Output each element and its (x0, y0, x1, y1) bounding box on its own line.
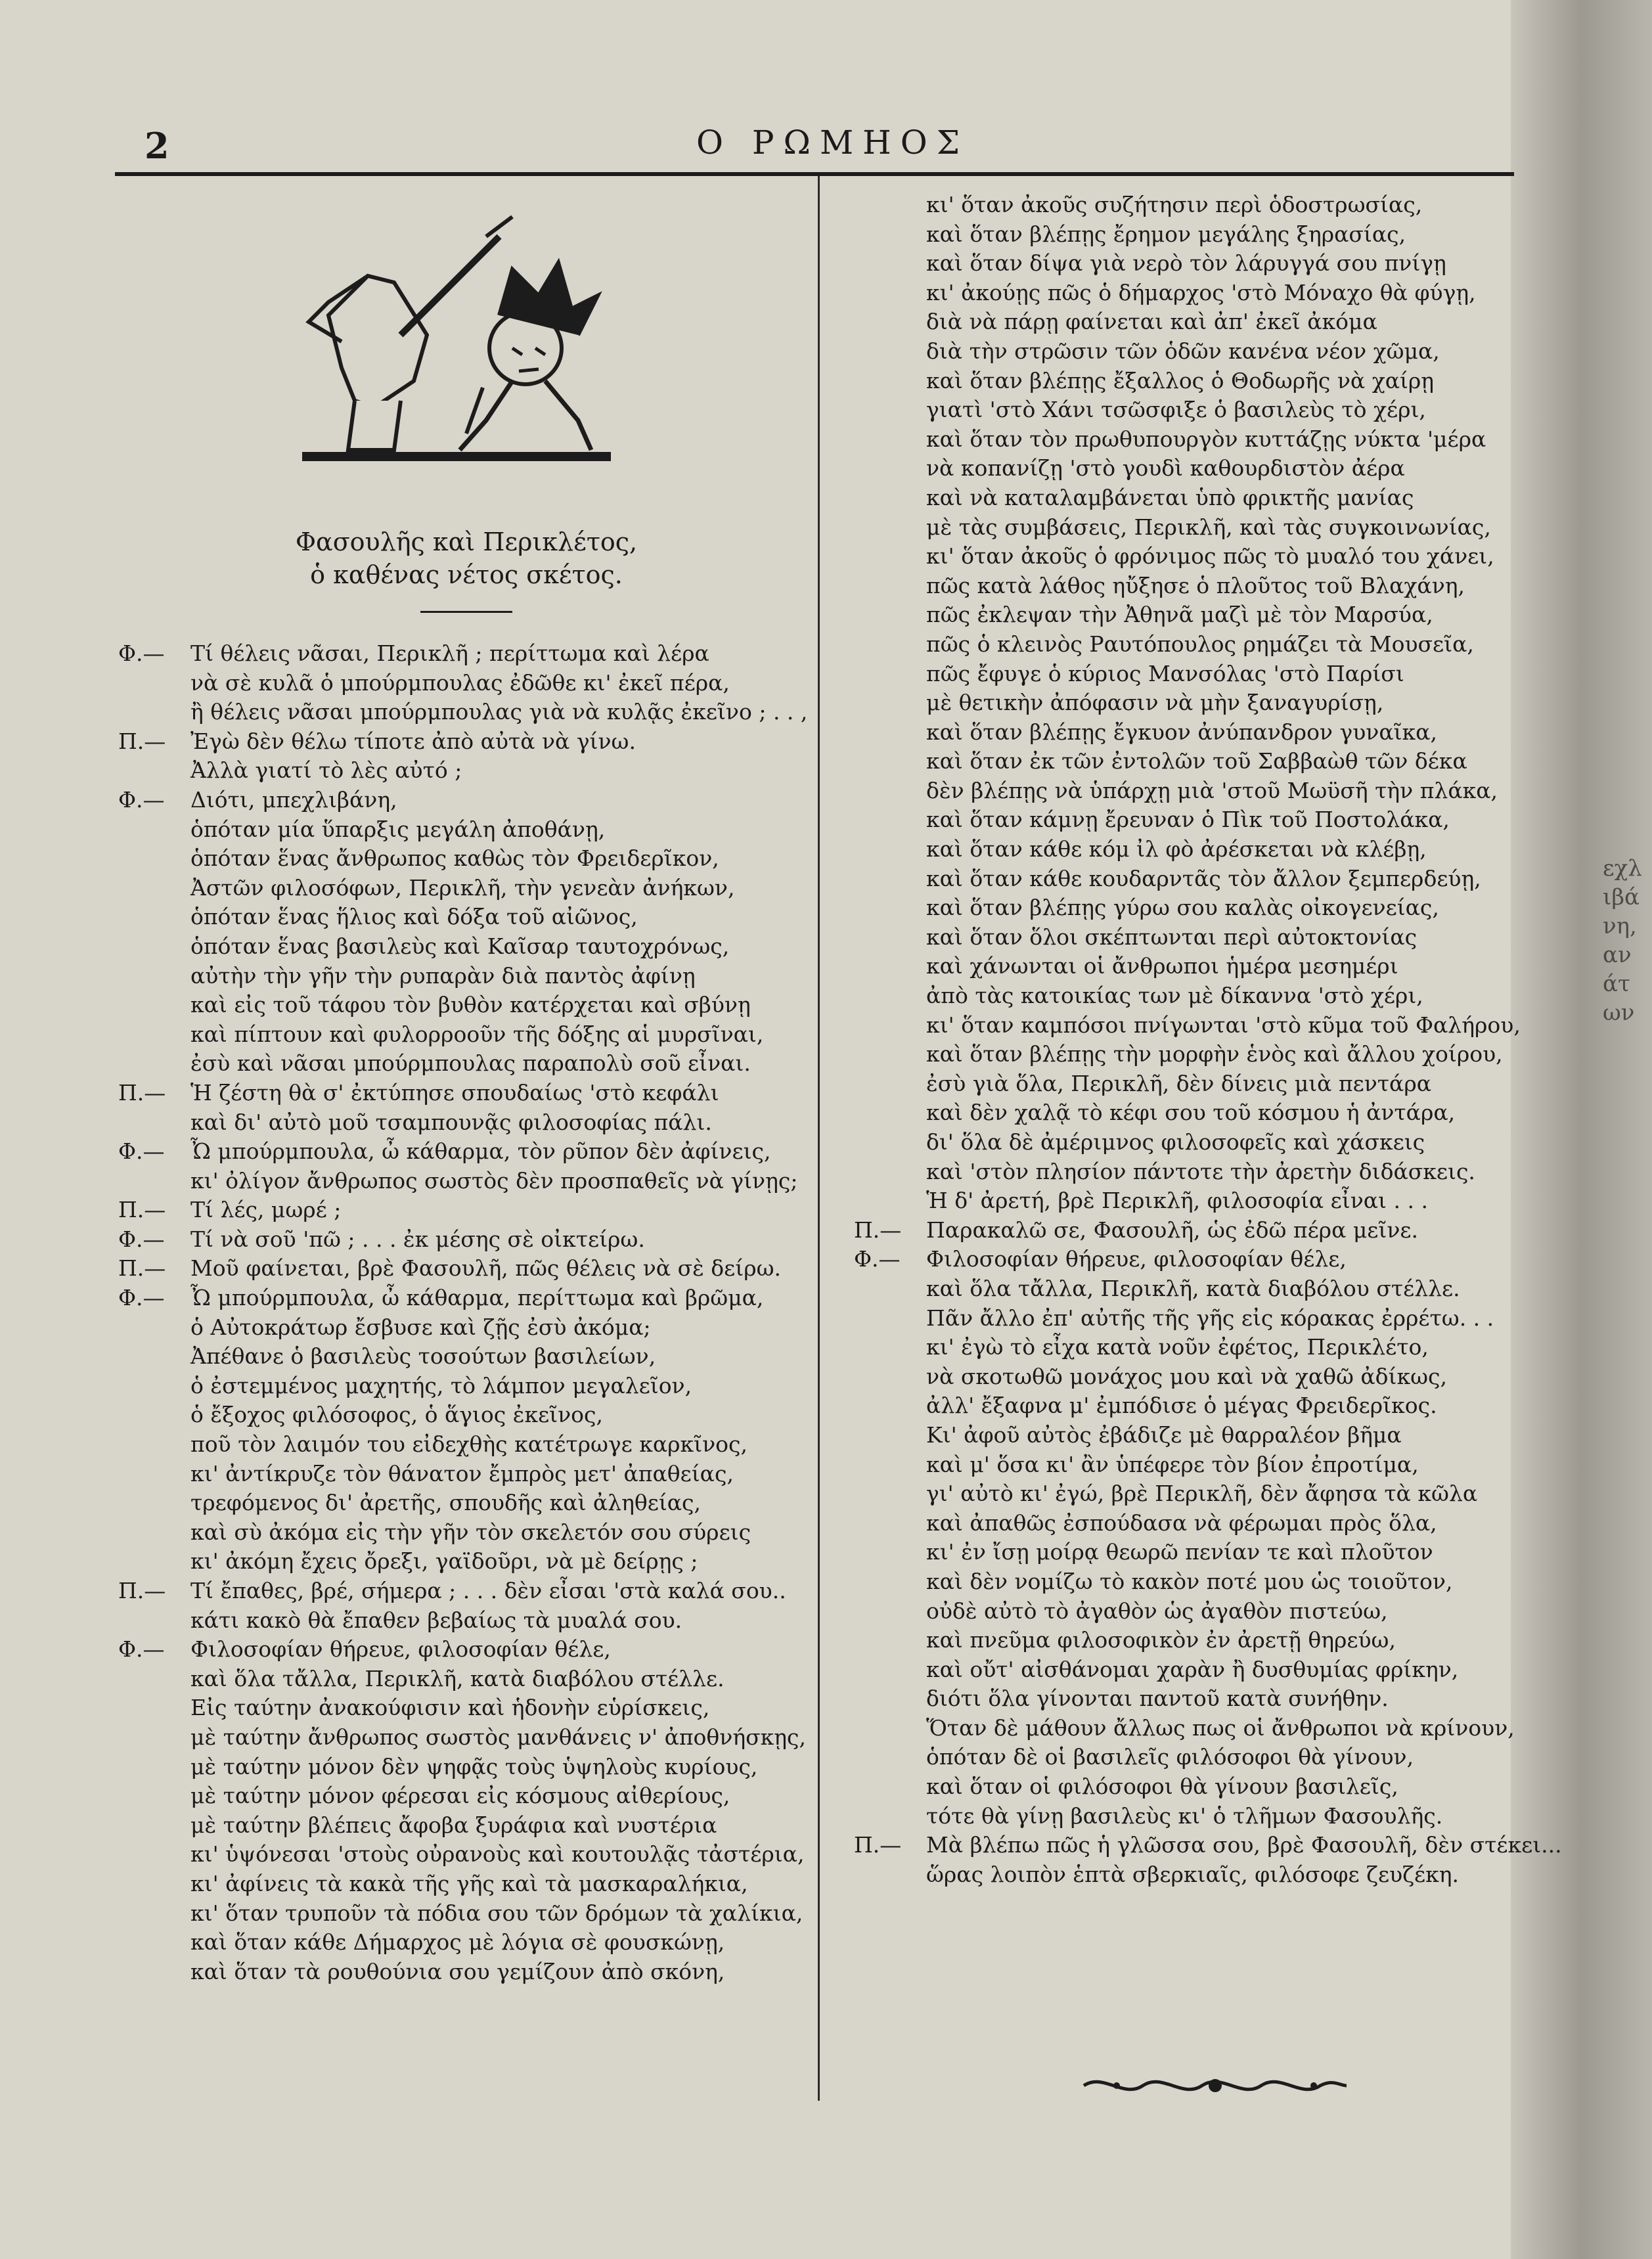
verse-text: Μὰ βλέπω πῶς ἡ γλῶσσα σου, βρὲ Φασουλῆ, δὲν στέκει... (926, 1832, 1562, 1858)
left-verse-line (118, 727, 815, 757)
verse-text: νὰ σὲ κυλᾶ ὁ μπούρμπουλας ἐδῶθε κι' ἐκεῖ πέρα, (190, 669, 730, 696)
speaker-label: Π.— (854, 1217, 902, 1243)
right-verse-line (854, 1421, 1511, 1450)
verse-text: καὶ ὅλα τἄλλα, Περικλῆ, κατὰ διαβόλου στέλλε. (926, 1275, 1460, 1301)
right-verse-line (854, 952, 1511, 981)
verse-text: γι' αὐτὸ κι' ἐγώ, βρὲ Περικλῆ, δὲν ἄφησα τὰ κῶλα (926, 1481, 1478, 1507)
right-verse-line (854, 1772, 1511, 1802)
verse-text: γιατὶ 'στὸ Χάνι τσῶσφιξε ὁ βασιλεὺς τὸ χέρι, (926, 397, 1426, 423)
left-verse-line (118, 1225, 815, 1255)
verse-text: καὶ ὅταν οἱ φιλόσοφοι θὰ γίνουν βασιλεῖς, (926, 1774, 1398, 1800)
left-verse-line (118, 1957, 815, 1987)
verse-text: ὁπόταν ἕνας ἥλιος καὶ δόξα τοῦ αἰῶνος, (190, 904, 638, 930)
verse-text: καὶ μ' ὅσα κι' ἂν ὑπέφερε τὸν βίον ἐπροτίμα, (926, 1451, 1419, 1477)
verse-text: Ἐγὼ δὲν θέλω τίποτε ἀπὸ αὐτὰ νὰ γίνω. (190, 728, 636, 754)
right-verse-line (854, 1538, 1511, 1567)
left-verse-line (118, 1518, 815, 1548)
verse-text: καὶ δὲν χαλᾷ τὸ κέφι σου τοῦ κόσμου ἡ ἀντάρα, (926, 1100, 1456, 1126)
right-verse-line (854, 747, 1511, 776)
verse-text: καὶ ὅταν βλέπῃς γύρω σου καλὰς οἰκογενείας, (926, 895, 1439, 921)
verse-text: κι' ὅταν καμπόσοι πνίγωνται 'στὸ κῦμα τοῦ Φαλήρου, (926, 1012, 1521, 1038)
speaker-label: Π.— (118, 1197, 166, 1223)
left-verse-line (118, 903, 815, 932)
cartoon-caption-line2: ὁ καθένας νέτος σκέτος. (310, 560, 623, 589)
left-verse-line (118, 1840, 815, 1869)
left-verse-line (118, 1254, 815, 1284)
verse-text: μὲ ταύτην μόνον δὲν ψηφᾷς τοὺς ὑψηλοὺς κυρίους, (190, 1753, 758, 1779)
verse-text: διότι ὅλα γίνονται παντοῦ κατὰ συνήθην. (926, 1686, 1389, 1712)
verse-text: καὶ ὅταν κάμνῃ ἔρευναν ὁ Πὶκ τοῦ Ποστολάκα, (926, 807, 1450, 833)
verse-text: ὁπόταν ἕνας ἄνθρωπος καθὼς τὸν Φρειδερῖκον, (190, 845, 719, 872)
left-verse-line (118, 1284, 815, 1313)
right-verse-line (854, 513, 1511, 543)
verse-text: ὁ Αὐτοκράτωρ ἔσβυσε καὶ ζῇς ἐσὺ ἀκόμα; (190, 1314, 651, 1340)
right-verse-line (854, 1626, 1511, 1655)
speaker-label: Φ.— (854, 1246, 901, 1272)
left-verse-line (118, 1400, 815, 1430)
left-verse-line (118, 1488, 815, 1518)
left-verse-line (118, 1137, 815, 1167)
verse-text: μὲ ταύτην ἄνθρωπος σωστὸς μανθάνεις ν' ἀποθνήσκῃς, (190, 1724, 807, 1750)
right-verse-line (854, 1274, 1511, 1304)
verse-text: καὶ εἰς τοῦ τάφου τὸν βυθὸν κατέρχεται καὶ σβύνῃ (190, 992, 751, 1018)
right-verse-line (854, 1684, 1511, 1714)
cartoon-caption-line1: Φασουλῆς καὶ Περικλέτος, (295, 527, 638, 556)
verse-text: Ἡ δ' ἀρετή, βρὲ Περικλῆ, φιλοσοφία εἶναι . . . (926, 1188, 1428, 1214)
verse-text: ἐσὺ καὶ νᾶσαι μπούρμπουλας παραπολὺ σοῦ εἶναι. (190, 1050, 751, 1077)
right-verse-line (854, 1333, 1511, 1362)
right-verse-line (854, 1186, 1511, 1216)
verse-text: κι' ὅταν ἀκοῦς ὁ φρόνιμος πῶς τὸ μυαλό του χάνει, (926, 543, 1494, 570)
verse-text: καὶ πίπτουν καὶ φυλορροοῦν τῆς δόξης αἱ μυρσῖναι, (190, 1021, 764, 1047)
right-verse-line (854, 1391, 1511, 1421)
left-verse-line (118, 1313, 815, 1343)
verse-text: Ἀστῶν φιλοσόφων, Περικλῆ, τὴν γενεὰν ἀνήκων, (190, 874, 735, 901)
left-dialogue (118, 639, 815, 1986)
verse-text: καὶ χάνωνται οἱ ἄνθρωποι ἡμέρα μεσημέρι (926, 953, 1398, 979)
left-verse-line (118, 1547, 815, 1577)
right-verse-line (854, 805, 1511, 835)
left-verse-line (118, 1899, 815, 1929)
right-verse-line (854, 835, 1511, 864)
verse-text: πῶς ὁ κλεινὸς Ραυτόπουλος ρημάζει τὰ Μουσεῖα, (926, 631, 1474, 657)
verse-text: καὶ ὅταν δίψα γιὰ νερὸ τὸν λάρυγγά σου πνίγῃ (926, 250, 1446, 277)
verse-text: μὲ τὰς συμβάσεις, Περικλῆ, καὶ τὰς συγκοινωνίας, (926, 514, 1491, 540)
verse-text: Ὦ μπούρμπουλα, ὦ κάθαρμα, τὸν ρῦπον δὲν ἀφίνεις, (190, 1138, 771, 1165)
verse-text: Ὅταν δὲ μάθουν ἄλλως πως οἱ ἄνθρωποι νὰ κρίνουν, (926, 1714, 1515, 1741)
speaker-label: Φ.— (118, 640, 165, 666)
left-verse-line (118, 756, 815, 786)
right-verse-line (854, 190, 1511, 220)
right-verse-line (854, 893, 1511, 923)
left-verse-line (118, 1928, 815, 1957)
right-verse-line (854, 395, 1511, 425)
right-verse-line (854, 571, 1511, 601)
verse-text: καὶ ὅταν κάθε Δήμαρχος μὲ λόγια σὲ φουσκώνῃ, (190, 1929, 725, 1956)
verse-text: κι' ὅταν ἀκοῦς συζήτησιν περὶ ὁδοστρωσίας, (926, 192, 1423, 217)
verse-text: Διότι, μπεχλιβάνη, (190, 786, 397, 813)
verse-text: κι' ἀκούῃς πῶς ὁ δήμαρχος 'στὸ Μόναχο θὰ φύγῃ, (926, 279, 1476, 305)
verse-text: καὶ δι' αὐτὸ μοῦ τσαμπουνᾷς φιλοσοφίας πάλι. (190, 1109, 712, 1135)
verse-text: ὁπόταν δὲ οἱ βασιλεῖς φιλόσοφοι θὰ γίνουν, (926, 1744, 1414, 1770)
speaker-label: Π.— (118, 1578, 166, 1603)
right-verse-line (854, 1216, 1511, 1245)
left-verse-line (118, 991, 815, 1020)
right-verse-line (854, 718, 1511, 748)
left-verse-line (118, 1781, 815, 1811)
right-verse-line (854, 425, 1511, 455)
verse-text: Εἰς ταύτην ἀνακούφισιν καὶ ἡδονὴν εὑρίσκεις, (190, 1695, 710, 1721)
header-rule (115, 172, 1514, 176)
right-verse-line (854, 1245, 1511, 1274)
left-verse-line (118, 1342, 815, 1372)
right-verse-line (854, 337, 1511, 367)
left-verse-line (118, 1723, 815, 1753)
verse-text: καὶ ὅλα τἄλλα, Περικλῆ, κατὰ διαβόλου στέλλε. (190, 1665, 725, 1691)
verse-text: ὁπόταν ἕνας βασιλεὺς καὶ Καῖσαρ ταυτοχρόνως, (190, 933, 730, 959)
end-ornament (1077, 2069, 1353, 2102)
left-verse-line (118, 1049, 815, 1079)
left-verse-line (118, 962, 815, 991)
verse-text: κι' ἀντίκρυζε τὸν θάνατον ἔμπρὸς μετ' ἀπαθείας, (190, 1460, 734, 1487)
right-verse-line (854, 1655, 1511, 1685)
verse-text: κι' ἐγὼ τὸ εἶχα κατὰ νοῦν ἐφέτος, Περικλέτο, (926, 1334, 1429, 1360)
gutter-text: εχλιβάνη, ανάτων (1603, 855, 1642, 1026)
verse-text: Τί λές, μωρέ ; (190, 1197, 342, 1223)
verse-text: ποῦ τὸν λαιμόν του εἰδεχθὴς κατέτρωγε καρκῖνος, (190, 1431, 748, 1458)
right-verse-line (854, 542, 1511, 571)
right-verse-line (854, 1714, 1515, 1743)
verse-text: καὶ πνεῦμα φιλοσοφικὸν ἐν ἀρετῇ θηρεύω, (926, 1627, 1396, 1653)
verse-text: κι' ὅταν τρυποῦν τὰ πόδια σου τῶν δρόμων τὰ χαλίκια, (190, 1900, 803, 1926)
left-verse-line (118, 815, 815, 845)
right-verse-line (854, 1479, 1511, 1509)
left-verse-line (118, 1108, 815, 1138)
right-verse-line (854, 1597, 1511, 1626)
verse-text: καὶ ὅταν τὸν πρωθυπουργὸν κυττάζῃς νύκτα 'μέρα (926, 426, 1486, 452)
verse-text: ὥρας λοιπὸν ἑπτὰ σβερκιαῖς, φιλόσοφε ζευζέκη. (926, 1861, 1459, 1887)
left-verse-line (118, 1167, 815, 1196)
left-verse-line (118, 1635, 815, 1665)
left-verse-line (118, 1020, 815, 1050)
left-verse-line (118, 1196, 815, 1225)
right-verse-line (854, 864, 1511, 894)
right-verse-line (854, 307, 1511, 337)
verse-text: ἢ θέλεις νᾶσαι μπούρμπουλας γιὰ νὰ κυλᾷς ἐκεῖνο ; . . , (190, 699, 808, 725)
right-verse-line (854, 367, 1511, 396)
right-verse-line (854, 1860, 1511, 1890)
verse-text: καὶ σὺ ἀκόμα εἰς τὴν γῆν τὸν σκελετόν σου σύρεις (190, 1519, 751, 1545)
verse-text: κι' ἐν ἴσῃ μοίρᾳ θεωρῶ πενίαν τε καὶ πλοῦτον (926, 1539, 1433, 1565)
left-verse-line (118, 786, 815, 815)
right-verse-line (854, 600, 1511, 630)
verse-text: μὲ θετικὴν ἀπόφασιν νὰ μὴν ξαναγυρίσῃ, (926, 690, 1384, 716)
verse-text: καὶ ἀπαθῶς ἐσπούδασα νὰ φέρωμαι πρὸς ὅλα, (926, 1510, 1437, 1536)
verse-text: καὶ ὅταν βλέπῃς ἔξαλλος ὁ Θοδωρῆς νὰ χαίρῃ (926, 367, 1435, 393)
right-verse-line (854, 483, 1511, 513)
verse-text: δὲν βλέπῃς νὰ ὑπάρχῃ μιὰ 'στοῦ Μωϋσῆ τὴν πλάκα, (926, 777, 1498, 803)
left-verse-line (118, 1079, 815, 1108)
verse-text: Τί ἔπαθες, βρέ, σήμερα ; . . . δὲν εἶσαι 'στὰ καλά σου.. (190, 1578, 786, 1603)
left-verse-line (118, 844, 815, 874)
left-verse-line (118, 1430, 815, 1460)
verse-text: Κι' ἀφοῦ αὐτὸς ἐβάδιζε μὲ θαρραλέον βῆμα (926, 1421, 1402, 1448)
right-verse-line (854, 1040, 1511, 1069)
right-dialogue (854, 190, 1562, 1889)
right-verse-line (854, 776, 1511, 806)
left-verse-line (118, 1811, 815, 1841)
verse-text: πῶς ἐκλεψαν τὴν Ἀθηνᾶ μαζὶ μὲ τὸν Μαρσύα, (926, 602, 1433, 628)
right-verse-line (854, 1304, 1511, 1333)
right-verse-line (854, 1011, 1521, 1040)
verse-text: ἀλλ' ἔξαφνα μ' ἐμπόδισε ὁ μέγας Φρειδερῖκος. (926, 1393, 1437, 1419)
speaker-label: Φ.— (118, 1636, 165, 1663)
verse-text: κι' ἀφίνεις τὰ κακὰ τῆς γῆς καὶ τὰ μασκαραλήκια, (190, 1870, 748, 1896)
verse-text: διὰ νὰ πάρῃ φαίνεται καὶ ἀπ' ἐκεῖ ἀκόμα (926, 309, 1377, 335)
right-verse-line (854, 1098, 1511, 1128)
verse-text: καὶ 'στὸν πλησίον πάντοτε τὴν ἀρετὴν διδάσκεις. (926, 1158, 1475, 1184)
verse-text: νὰ σκοτωθῶ μονάχος μου καὶ νὰ χαθῶ ἀδίκως, (926, 1363, 1447, 1389)
right-verse-line (854, 1157, 1511, 1187)
right-verse-line (854, 1362, 1511, 1392)
column-divider (818, 176, 820, 2101)
verse-text: Φιλοσοφίαν θήρευε, φιλοσοφίαν θέλε, (190, 1636, 611, 1663)
verse-text: καὶ ὅταν βλέπῃς ἔγκυον ἀνύπανδρον γυναῖκα, (926, 719, 1437, 745)
verse-text: κάτι κακὸ θὰ ἔπαθεν βεβαίως τὰ μυαλά σου. (190, 1607, 682, 1633)
verse-text: ὁπόταν μία ὕπαρξις μεγάλη ἀποθάνῃ, (190, 816, 606, 842)
verse-text: ὁ ἐστεμμένος μαχητής, τὸ λάμπον μεγαλεῖον, (190, 1372, 692, 1398)
verse-text: Ἀλλὰ γιατί τὸ λὲς αὐτό ; (190, 757, 462, 784)
right-verse-line (854, 1128, 1511, 1157)
left-column (118, 184, 815, 1986)
verse-text: διὰ τὴν στρῶσιν τῶν ὁδῶν κανένα νέον χῶμα, (926, 338, 1440, 364)
speaker-label: Π.— (118, 1255, 166, 1282)
cartoon-illustration (118, 184, 815, 526)
verse-text: Τί νὰ σοῦ 'πῶ ; . . . ἐκ μέσης σὲ οἰκτείρω. (190, 1226, 645, 1252)
speaker-label: Φ.— (118, 1138, 165, 1165)
verse-text: καὶ ὅταν ἐκ τῶν ἐντολῶν τοῦ Σαββαὼθ τῶν δέκα (926, 748, 1467, 774)
verse-text: αὐτὴν τὴν γῆν τὴν ρυπαρὰν διὰ παντὸς ἀφίνῃ (190, 962, 696, 989)
left-verse-line (118, 1606, 815, 1636)
verse-text: τρεφόμενος δι' ἀρετῆς, σπουδῆς καὶ ἀληθείας, (190, 1490, 702, 1516)
verse-text: καὶ ὅταν βλέπῃς τὴν μορφὴν ἑνὸς καὶ ἄλλου χοίρου, (926, 1041, 1503, 1067)
left-verse-line (118, 932, 815, 962)
right-verse-line (854, 249, 1511, 279)
speaker-label: Φ.— (118, 786, 165, 813)
verse-text: καὶ οὔτ' αἰσθάνομαι χαρὰν ἢ δυσθυμίας φρίκην, (926, 1656, 1459, 1682)
verse-text: μὲ ταύτην βλέπεις ἄφοβα ξυράφια καὶ νυστέρια (190, 1812, 717, 1838)
verse-text: πῶς κατὰ λάθος ηὔξησε ὁ πλοῦτος τοῦ Βλαχάνη, (926, 572, 1465, 598)
verse-text: Μοῦ φαίνεται, βρὲ Φασουλῆ, πῶς θέλεις νὰ σὲ δείρω. (190, 1255, 782, 1282)
left-verse-line (118, 1460, 815, 1489)
verse-text: Παρακαλῶ σε, Φασουλῆ, ὡς ἐδῶ πέρα μεῖνε. (926, 1217, 1418, 1243)
left-verse-line (118, 639, 815, 669)
right-verse-line (854, 279, 1511, 308)
verse-text: Ὦ μπούρμπουλα, ὦ κάθαρμα, περίττωμα καὶ βρῶμα, (190, 1285, 764, 1311)
right-verse-line (854, 630, 1511, 660)
speaker-label: Π.— (118, 728, 166, 754)
caption-rule (420, 611, 512, 613)
right-verse-line (854, 660, 1511, 689)
right-verse-line (854, 1831, 1562, 1860)
verse-text: μὲ ταύτην μόνον φέρεσαι εἰς κόσμους αἰθερίους, (190, 1783, 730, 1809)
left-verse-line (118, 1665, 815, 1694)
right-verse-line (854, 981, 1511, 1011)
verse-text: καὶ ὅταν κάθε κόμ ἰλ φὸ ἀρέσκεται νὰ κλέβῃ, (926, 836, 1427, 862)
verse-text: Ἡ ζέστη θὰ σ' ἐκτύπησε σπουδαίως 'στὸ κεφάλι (190, 1079, 719, 1106)
verse-text: καὶ νὰ καταλαμβάνεται ὑπὸ φρικτῆς μανίας (926, 484, 1414, 510)
speaker-label: Φ.— (118, 1285, 165, 1311)
left-verse-line (118, 1753, 815, 1782)
right-verse-line (854, 1802, 1511, 1831)
verse-text: ἀπὸ τὰς κατοικίας των μὲ δίκαννα 'στὸ χέρι, (926, 983, 1423, 1009)
speaker-label: Π.— (854, 1832, 902, 1858)
verse-text: καὶ ὅταν βλέπῃς ἔρημον μεγάλης ξηρασίας, (926, 221, 1406, 247)
speaker-label: Φ.— (118, 1226, 165, 1252)
speaker-label: Π.— (118, 1079, 166, 1106)
right-verse-line (854, 454, 1511, 483)
cartoon-figures-drawing (118, 184, 815, 526)
left-verse-line (118, 874, 815, 903)
verse-text: καὶ δὲν νομίζω τὸ κακὸν ποτέ μου ὡς τοιοῦτον, (926, 1568, 1453, 1594)
left-verse-line (118, 1869, 815, 1899)
verse-text: Τί θέλεις νᾶσαι, Περικλῆ ; περίττωμα καὶ λέρα (190, 640, 709, 666)
page-number: 2 (145, 125, 169, 167)
verse-text: κι' ὑψόνεσαι 'στοὺς οὐρανοὺς καὶ κουτουλᾷς τἀστέρια, (190, 1841, 805, 1868)
right-verse-line (854, 1567, 1511, 1597)
verse-text: οὐδὲ αὐτὸ τὸ ἀγαθὸν ὡς ἀγαθὸν πιστεύω, (926, 1598, 1388, 1624)
verse-text: κι' ἀκόμη ἔχεις ὄρεξι, γαϊδοῦρι, νὰ μὲ δείρῃς ; (190, 1548, 698, 1575)
verse-text: δι' ὅλα δὲ ἀμέριμνος φιλοσοφεῖς καὶ χάσκεις (926, 1129, 1425, 1155)
right-verse-line (854, 923, 1511, 952)
verse-text: καὶ ὅταν τὰ ρουθούνια σου γεμίζουν ἀπὸ σκόνη, (190, 1958, 725, 1984)
left-verse-line (118, 669, 815, 698)
left-verse-line (118, 698, 815, 727)
verse-text: καὶ ὅταν κάθε κουδαρντᾶς τὸν ἄλλον ξεμπερδεύῃ, (926, 865, 1481, 891)
right-verse-line (854, 1069, 1511, 1099)
right-column (854, 190, 1562, 1889)
verse-text: Πᾶν ἄλλο ἐπ' αὐτῆς τῆς γῆς εἰς κόρακας ἐρρέτω. . . (926, 1305, 1494, 1331)
verse-text: νὰ κοπανίζῃ 'στὸ γουδὶ καθουρδιστὸν ἀέρα (926, 455, 1405, 481)
right-verse-line (854, 1450, 1511, 1480)
verse-text: πῶς ἔφυγε ὁ κύριος Μανσόλας 'στὸ Παρίσι (926, 660, 1404, 686)
verse-text: καὶ ὅταν ὅλοι σκέπτωνται περὶ αὐτοκτονίας (926, 924, 1418, 950)
verse-text: κι' ὀλίγον ἄνθρωπος σωστὸς δὲν προσπαθεῖς νὰ γίνῃς; (190, 1167, 798, 1194)
verse-text: Ἀπέθανε ὁ βασιλεὺς τοσούτων βασιλείων, (190, 1343, 656, 1370)
page-title: Ο ΡΩΜΗΟΣ (696, 123, 970, 162)
left-verse-line (118, 1577, 815, 1606)
right-verse-line (854, 1509, 1511, 1538)
verse-text: τότε θὰ γίνῃ βασιλεὺς κι' ὁ τλῆμων Φασουλῆς. (926, 1802, 1443, 1829)
left-verse-line (118, 1372, 815, 1401)
verse-text: Φιλοσοφίαν θήρευε, φιλοσοφίαν θέλε, (926, 1246, 1347, 1272)
left-verse-line (118, 1693, 815, 1723)
verse-text: ὁ ἔξοχος φιλόσοφος, ὁ ἅγιος ἐκεῖνος, (190, 1402, 604, 1428)
right-verse-line (854, 220, 1511, 250)
right-verse-line (854, 688, 1511, 718)
right-verse-line (854, 1743, 1511, 1772)
verse-text: ἐσὺ γιὰ ὅλα, Περικλῆ, δὲν δίνεις μιὰ πεντάρα (926, 1070, 1432, 1096)
